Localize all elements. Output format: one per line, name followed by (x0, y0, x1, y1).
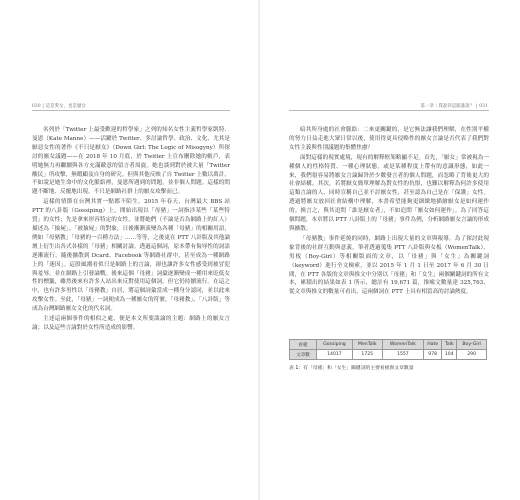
right-running-header: 第一章｜我說你這跟誰說？ | 031 (420, 104, 488, 109)
left-paragraph-2: 這樣的情節在台灣其實一點都不陌生。2015 年春天，台灣最大 BBS 站 PTT 的八卦版（Gossiping）上，開始出現以「母豬」一詞指涉某些「某些特質」的女性；先是拿來形容特定的女性，並將她們（不論是否為網路上的紅人）描述為「撿屍」、「被撿屍」的對象，日後漸漸演變為各種「母豬」的相關用語，例如「母豬教」「母豬的一百種方法」……等等，之後更在 PTT 八卦版及其他論壇上衍生出各式各樣的「母豬」相關討論。透過這個詞，原本帶有侮辱性的詞語逐漸流行，隨後擴散到 Dcard、Facebook 等網路社群中，甚至成為一種網路上的「迷因」。這股風潮看似只是網路上的言論，卻也讓許多女性感受到被冒犯與羞辱，並在網路上引發論戰。後來這個「母豬」詞彙逐漸變成一種用來貶低女性的標籤，雖然後來有許多人站出來反對使用這個詞，但它仍持續流行。在這之中，也有許多男性以「母豬教」自居，將這個詞彙當成一種身分認同，並以此來攻擊女性。至此，「母豬」一詞便成為一種厭女的符號。「母豬教」、「八卦版」等成為台灣網路厭女文化的代名詞。 (32, 199, 230, 313)
table-cell: 1557 (382, 350, 423, 360)
left-paragraph-3: 主述這兩個事件的相似之處，便是本文所要談論的主題：網路上的厭女言論；以及這些言論對於女性所造成的影響。 (32, 316, 230, 331)
right-header-rule (289, 110, 489, 111)
left-body-text (32, 126, 230, 333)
table-header-cell: Hate (424, 340, 442, 350)
left-running-header: 030 | 這是愛女，也是厭女 (32, 104, 87, 109)
table-header-cell: MenTalk (352, 340, 382, 350)
left-paragraph-1: 名列於「Twitter 上最受歡迎的哲學家」之列的知名女性主義哲學家凱特．曼恩（Kate Manne）——活躍於 Twitter、多討論哲學、政治、文化、尤其是厭惡女性的著作《不只是厭女》（Down Girl: The Logic of Misogyny）所探討的厭女議題——在 2018 年 10 月底，於 Twitter 上宣布刪除她的帳戶，表明她無力再繼續與各方充滿敵意的留言者周旋。她也談到對於被大量「Twitter 酸民」所攻擊，無暇顧及自身的研究。但與其他反映了自 Twitter 上數以萬計，不如說是她生命中的文化脈絡裡，曼恩所遇到的問題，並非個人問題。這樣的問題不斷地、反覆地出現，不只是網路社群上的厭女攻擊而已。 (32, 127, 230, 196)
table-cell: 1725 (352, 350, 382, 360)
right-paragraph-3: 「母豬教」事件延燒的同時，網路上出現大量的文章與報導。為了探討此現象背後的社群互動與意義，筆者透過蒐集 PTT 八卦版與女板（WomenTalk）、男板（Boy-Girl）等相關版面的文章，以「母豬」與「女生」為關鍵詞（keyword）進行全文檢索，並以 2015 年 1 月 1 日至 2017 年 6 月 30 日間，在 PTT 各版的文章與推文中分別以「母豬」和「女生」兩個關鍵詞的所有文本，累積出的結果如表 1 所示，總計有 19,671 篇，推噓文數量達 325,763，從文章與推文的數量可看出，這兩個詞在 PTT 上具有相當高的討論熱度。 (289, 235, 489, 296)
table-cell: 14017 (317, 350, 353, 360)
table-row (290, 350, 487, 360)
table-header-cell: Talk (442, 340, 457, 350)
table-header-row (290, 340, 487, 350)
right-page (260, 0, 520, 500)
right-paragraph-2: 面對這樣的現實處境，現有的解釋框架略顯不足。首先，「厭女」常被視為一種個人的性格特質、一種心理狀態，或是某種程度上帶有的意識形態，如此一來，我們很容易將厭女言論歸咎於少數發言者的個人問題，而忽略了背後更大的社會結構。其次，若將厭女簡單理解為對女性的仇恨，也難以解釋為何許多使用這類言論的人，同時宣稱自己並不討厭女性，甚至認為自己是在「保護」女性。透過將厭女放回社會結構中理解，本書希望能夠更細緻地描繪厭女是如何運作的。換言之，與其追問「誰是厭女者」，不如追問「厭女如何運作」。為了回答這個問題，本章將以 PTT 八卦版上的「母豬」事件為例，分析網路厭女言論的形成與擴散。 (289, 154, 489, 232)
board-article-table (289, 339, 487, 360)
table-header-cell: WomenTalk (382, 340, 423, 350)
table-cell: 978 (424, 350, 442, 360)
left-header-rule (32, 110, 230, 111)
table-header-cell: Gossiping (317, 340, 353, 350)
table-row-label: 文章數 (290, 350, 317, 360)
table-header-cell: Boy-Girl (457, 340, 487, 350)
table-header-cell: 看板 (290, 340, 317, 350)
right-paragraph-1: 暗其所身處的社會脈絡：二來更關鍵的，是它無法讓我們理解，在性別平權的努力日益走進大眾日常以後，使用得更具侵略性的厭女言論是否代表了我們對女性主義與性別議題的集體焦慮？ (289, 127, 489, 151)
table-cell: 290 (457, 350, 487, 360)
table-cell: 104 (442, 350, 457, 360)
right-body-text (289, 126, 489, 297)
table-caption: 表 1：有「母豬」和「女生」關鍵詞的主要看板與文章數量 (289, 366, 414, 371)
